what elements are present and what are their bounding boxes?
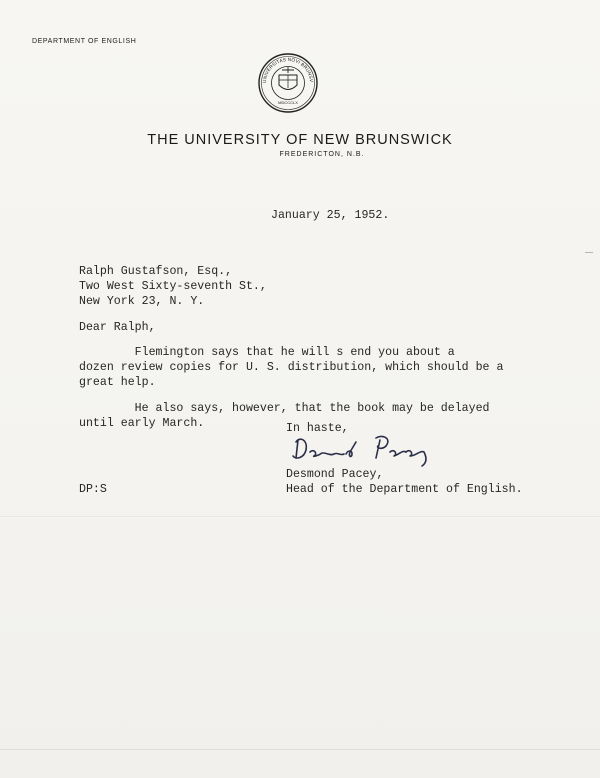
body-line: until early March. (79, 417, 205, 430)
recipient-address-line: Ralph Gustafson, Esq., (79, 265, 233, 278)
seal-text: UNIVERSITAS NOVI BRUNSV (261, 56, 315, 84)
typist-initials: DP:S (79, 483, 107, 496)
body-line: great help. (79, 376, 156, 389)
salutation: Dear Ralph, (79, 321, 156, 334)
body-line: He also says, however, that the book may be delayed (79, 402, 490, 415)
signer-name: Desmond Pacey, (286, 468, 384, 481)
fold-mark (585, 252, 593, 253)
signer-title: Head of the Department of English. (286, 483, 523, 496)
recipient-address-line: Two West Sixty-seventh St., (79, 280, 267, 293)
body-line: dozen review copies for U. S. distribution, which should be a (79, 361, 504, 374)
university-city: FREDERICTON, N.B. (279, 151, 365, 158)
closing: In haste, (286, 422, 349, 435)
letter-date: January 25, 1952. (271, 209, 390, 222)
university-name: THE UNIVERSITY OF NEW BRUNSWICK (147, 132, 453, 148)
paper-fold (0, 516, 600, 518)
department-label: DEPARTMENT OF ENGLISH (32, 38, 137, 45)
seal-year: MDCCCLX (278, 100, 298, 105)
paper-edge (0, 749, 600, 750)
recipient-address-line: New York 23, N. Y. (79, 295, 205, 308)
body-line: Flemington says that he will s end you about a (79, 346, 455, 359)
signature-icon (290, 432, 440, 468)
university-seal-icon (257, 52, 319, 114)
